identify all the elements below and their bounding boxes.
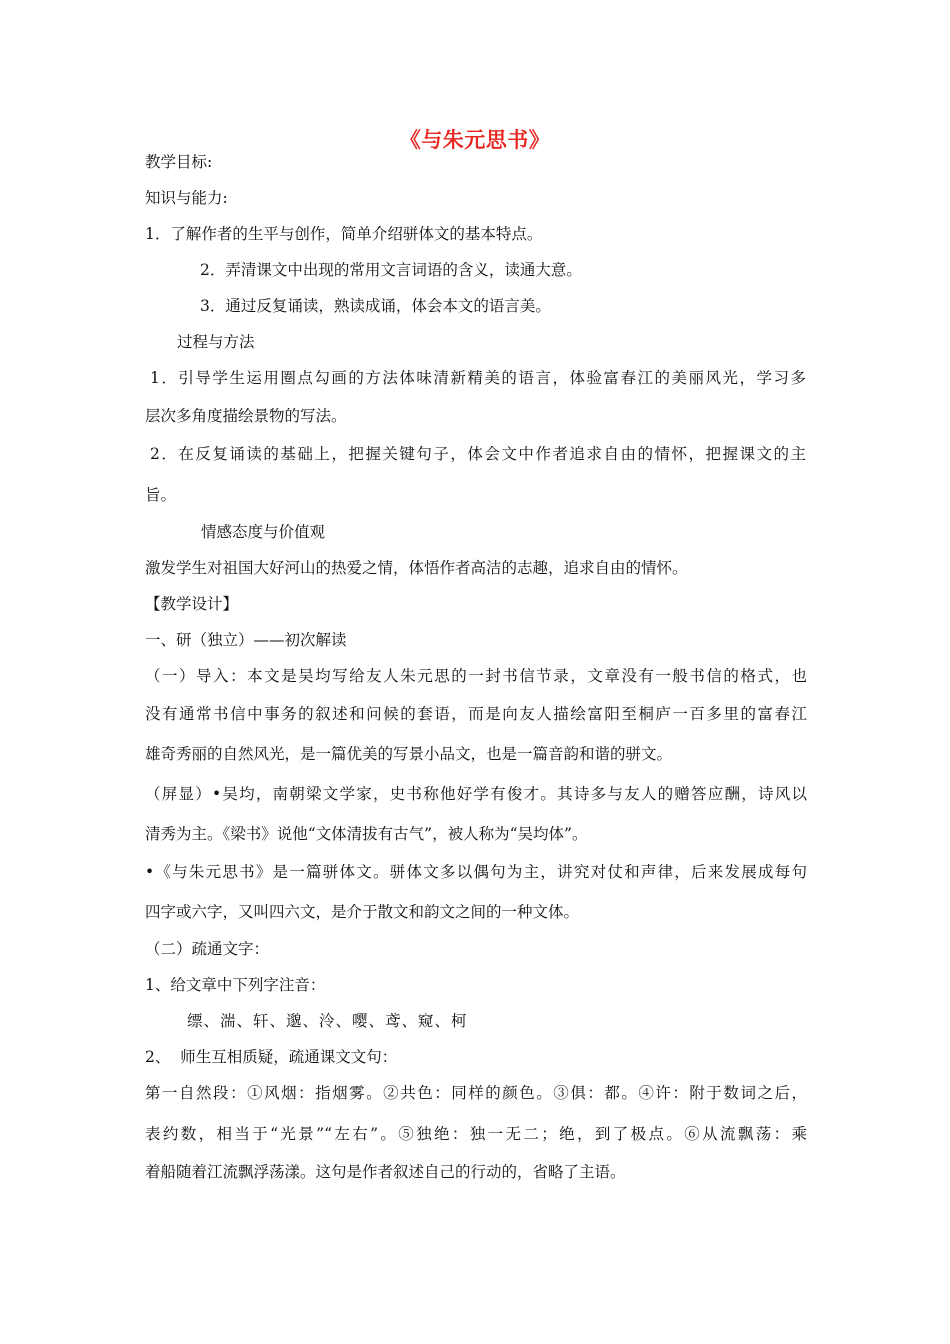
bullet-note-line-1: •《与朱元思书》是一篇骈体文。骈体文多以偶句为主，讲究对仗和声律，后来发展成每句	[145, 863, 807, 881]
subsection-2-heading: （二）疏通文字：	[145, 940, 270, 958]
heading-emotion-values: 情感态度与价值观	[201, 523, 326, 541]
screen-note-line-2: 清秀为主。《梁书》说他“文体清拔有古气”，被人称为“吴均体”。	[145, 825, 588, 843]
document-title: 《与朱元思书》	[399, 128, 551, 152]
process-item-1-line-2: 层次多角度描绘景物的写法。	[145, 407, 347, 425]
bullet-note-line-2: 四字或六字，又叫四六文，是介于散文和韵文之间的一种文体。	[145, 903, 580, 921]
process-item-2-line-1: 2．在反复诵读的基础上，把握关键句子，体会文中作者追求自由的情怀，把握课文的主	[150, 445, 806, 463]
paragraph-1-notes-line-1: 第一自然段：①风烟：指烟雾。②共色：同样的颜色。③俱：都。④许：附于数词之后，	[145, 1084, 807, 1102]
paragraph-1-notes-line-2: 表约数，相当于“光景”“左右”。⑤独绝：独一无二；绝，到了极点。⑥从流飘荡：乘	[145, 1125, 807, 1143]
phonetic-characters: 缥、湍、轩、邈、泠、嘤、鸢、窥、柯	[187, 1012, 468, 1030]
intro-line-3: 雄奇秀丽的自然风光，是一篇优美的写景小品文，也是一篇音韵和谐的骈文。	[145, 745, 673, 763]
process-item-1-line-1: 1．引导学生运用圈点勾画的方法体味清新精美的语言，体验富春江的美丽风光，学习多	[150, 369, 806, 387]
phonetic-task: 1、给文章中下列字注音：	[145, 976, 326, 994]
heading-process-method: 过程与方法	[177, 333, 255, 351]
section-1-heading: 一、研（独立）——初次解读	[145, 631, 347, 649]
goal-item-1: 1．了解作者的生平与创作，简单介绍骈体文的基本特点。	[145, 225, 543, 243]
paragraph-1-notes-line-3: 着船随着江流飘浮荡漾。这句是作者叙述自己的行动的，省略了主语。	[145, 1163, 626, 1181]
question-task: 2、 师生互相质疑，疏通课文文句：	[145, 1048, 398, 1066]
intro-line-2: 没有通常书信中事务的叙述和问候的套语，而是向友人描绘富阳至桐庐一百多里的富春江	[145, 705, 807, 723]
screen-note-line-1: （屏显）•吴均，南朝梁文学家，史书称他好学有俊才。其诗多与友人的赠答应酬，诗风以	[145, 785, 807, 803]
intro-line-1: （一）导入：本文是吴均写给友人朱元思的一封书信节录，文章没有一般书信的格式，也	[145, 667, 807, 685]
process-item-2-line-2: 旨。	[145, 486, 177, 504]
goal-item-3: 3．通过反复诵读，熟读成诵，体会本文的语言美。	[200, 297, 551, 315]
emotion-item: 激发学生对祖国大好河山的热爱之情，体悟作者高洁的志趣，追求自由的情怀。	[145, 559, 688, 577]
goal-item-2: 2．弄清课文中出现的常用文言词语的含义，读通大意。	[200, 261, 582, 279]
heading-knowledge-ability: 知识与能力:	[145, 189, 228, 207]
heading-teaching-goals: 教学目标:	[145, 153, 213, 171]
heading-teaching-design: 【教学设计】	[145, 595, 239, 613]
